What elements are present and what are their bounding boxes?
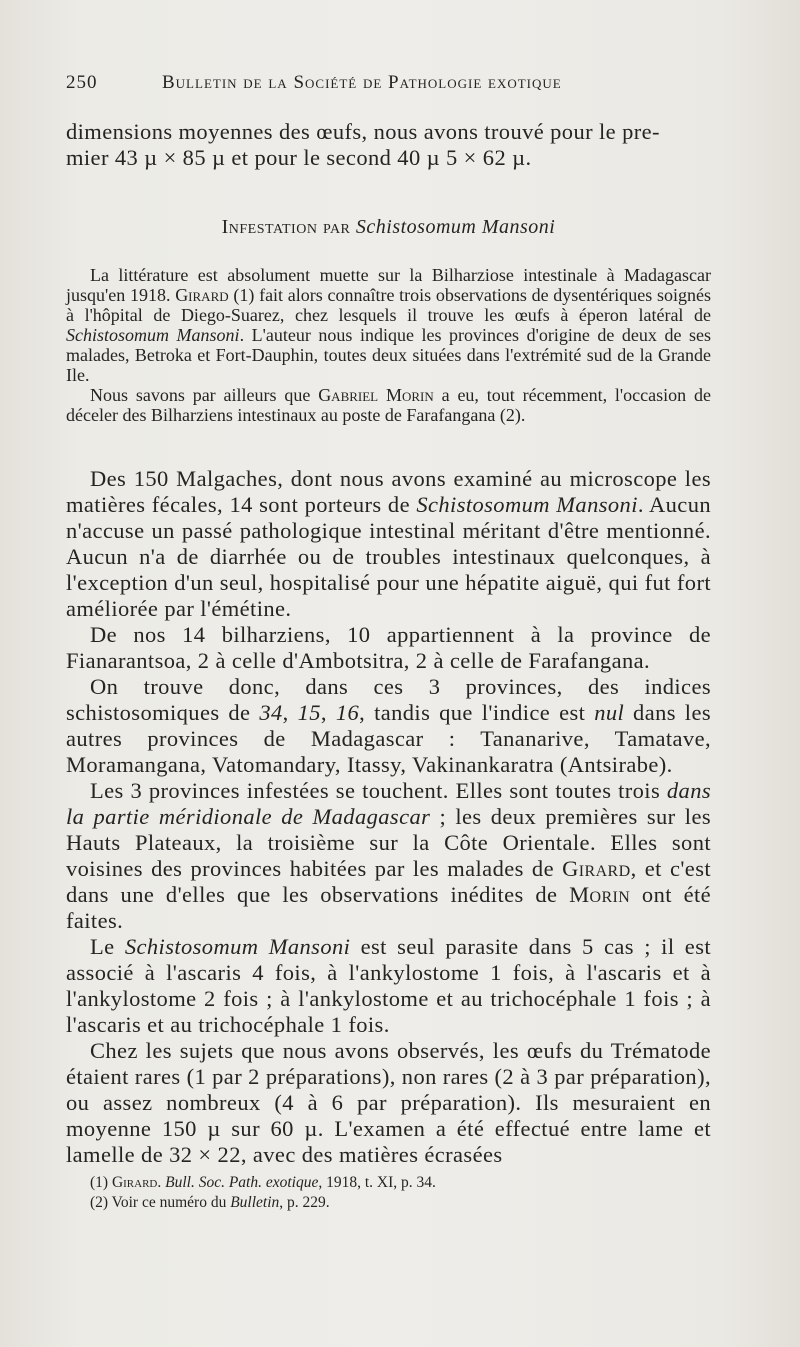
- main-text-block: [66, 466, 711, 1168]
- continued-paragraph: [66, 119, 711, 171]
- journal-title: Bulletin de la Société de Pathologie exotique: [162, 72, 562, 93]
- paragraph: Le Schistosomum Mansoni est seul parasite dans 5 cas ; il est associé à l'ascaris 4 fois, à l'ankylostome 1 fois, à l'ascaris et à l'ankylostome 2 fois ; à l'ankylostome et au trichocéphale 1 fois ; à l'ascaris et au trichocéphale 1 fois.: [66, 934, 712, 1037]
- paragraph: Chez les sujets que nous avons observés, les œufs du Trématode étaient rares (1 par 2 préparations), non rares (2 à 3 par préparation), ou assez nombreux (4 à 6 par préparation). Ils mesuraient en moyenne 150 µ sur 60 µ. L'examen a été effectué entre lame et lamelle de 32 × 22, avec des matières écrasées: [66, 1038, 711, 1167]
- section-heading: Infestation par Schistosomum Mansoni: [221, 216, 556, 238]
- footnote: (1) Girard. Bull. Soc. Path. exotique, 1918, t. XI, p. 34.: [90, 1174, 436, 1191]
- paragraph: De nos 14 bilharziens, 10 appartiennent à la province de Fianarantsoa, 2 à celle d'Ambotsitra, 2 à celle de Farafangana.: [66, 622, 711, 673]
- paragraph: Des 150 Malgaches, dont nous avons examiné au microscope les matières fécales, 14 sont porteurs de Schistosomum Mansoni. Aucun n'accuse un passé pathologique intestinal méritant d'être mentionné. Aucun n'a de diarrhée ou de troubles intestinaux quelconques, à l'exception d'un seul, hospitalisé pour une hépatite aiguë, qui fut fort améliorée par l'émétine.: [66, 466, 711, 621]
- running-head: [66, 72, 726, 102]
- footnotes: [66, 1173, 711, 1213]
- paragraph: On trouve donc, dans ces 3 provinces, des indices schistosomiques de 34, 15, 16, tandis que l'indice est nul dans les autres provinces de Madagascar : Tananarive, Tamatave, Moramangana, Vatomandary, Itassy, Vakinankaratra (Antsirabe).: [66, 674, 711, 777]
- page-number: 250: [66, 72, 98, 93]
- footnote: (2) Voir ce numéro du Bulletin, p. 229.: [90, 1194, 330, 1211]
- paragraph: dimensions moyennes des œufs, nous avons trouvé pour le pre- mier 43 µ × 85 µ et pour le second 40 µ 5 × 62 µ.: [66, 119, 660, 170]
- paragraph: Les 3 provinces infestées se touchent. Elles sont toutes trois dans la partie méridionale de Madagascar ; les deux premières sur les Hauts Plateaux, la troisième sur la Côte Orientale. Elles sont voisines des provinces habitées par les malades de Girard, et c'est dans une d'elles que les observations inédites de Morin ont été faites.: [66, 778, 712, 933]
- paragraph: Nous savons par ailleurs que Gabriel Morin a eu, tout récemment, l'occasion de déceler des Bilharziens intestinaux au poste de Farafangana (2).: [66, 385, 711, 425]
- paragraph: La littérature est absolument muette sur la Bilharziose intestinale à Madagascar jusqu'en 1918. Girard (1) fait alors connaître trois observations de dysentériques soignés à l'hôpital de Diego-Suarez, chez lesquels il trouve les œufs à éperon latéral de Schistosomum Mansoni. L'auteur nous indique les provinces d'origine de deux de ses malades, Betroka et Fort-Dauphin, toutes deux situées dans l'extrémité sud de la Grande Ile.: [66, 265, 711, 385]
- small-text-block: [66, 265, 711, 425]
